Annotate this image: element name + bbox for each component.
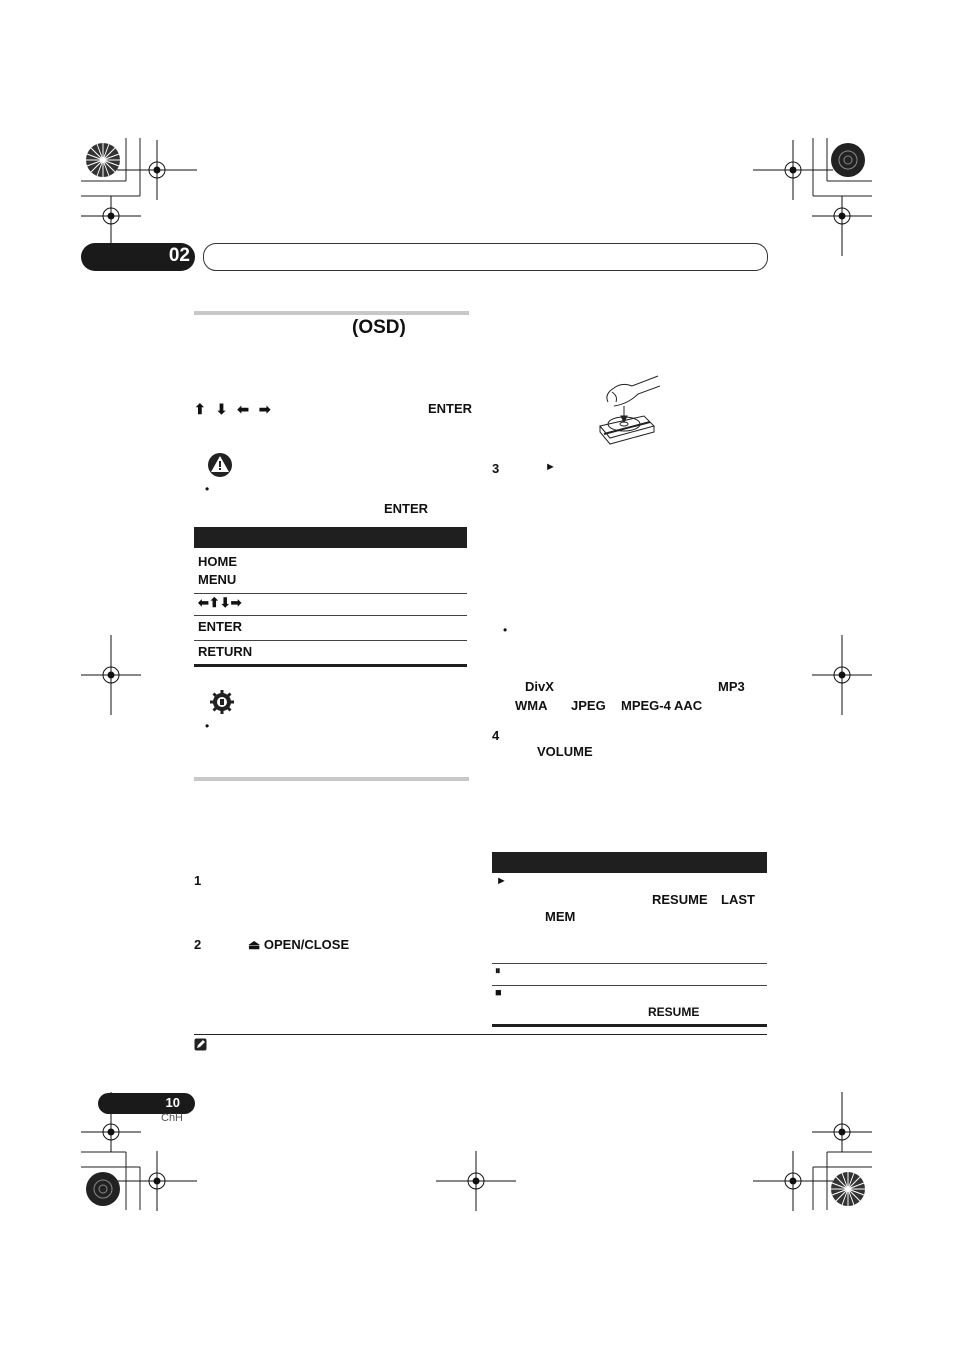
enter-key-label: ENTER (428, 401, 473, 416)
volume-label: VOLUME (537, 744, 593, 759)
format-divx: DivX (525, 679, 554, 694)
step-2-number: 2 (194, 937, 202, 952)
mem-label: MEM (545, 909, 576, 924)
step-4-number: 4 (492, 728, 500, 743)
page-number: 10 (165, 1095, 180, 1110)
table-pause-symbol: ⏸ (495, 965, 501, 977)
chapter-title-box (203, 243, 768, 271)
tip-icon (208, 688, 236, 716)
disc-loading-illustration (594, 372, 660, 450)
bullet: • (205, 482, 210, 496)
resume-label: RESUME (652, 892, 708, 907)
table-cell-home-menu: HOME MENU (198, 554, 237, 587)
format-mp3: MP3 (718, 679, 745, 694)
table-cell-return: RETURN (198, 644, 253, 659)
footnote-rule (194, 1034, 767, 1035)
section-rule (194, 777, 469, 781)
table-divider (194, 640, 467, 641)
section-heading-osd: (OSD) (352, 317, 406, 338)
step-1-number: 1 (194, 873, 202, 888)
open-close-button-label: ⏏ OPEN/CLOSE (248, 937, 350, 952)
important-enter-label: ENTER (384, 501, 429, 516)
play-symbol: ► (545, 461, 556, 473)
table-divider (194, 615, 467, 616)
table-cell-enter: ENTER (198, 619, 243, 634)
page-number-tab (98, 1093, 195, 1114)
table-stop-symbol: ■ (495, 987, 502, 999)
stop-resume-label: RESUME (648, 1005, 700, 1019)
chapter-number: 02 (168, 245, 190, 266)
table-cell-arrows: ⬅⬆⬇➡ (198, 595, 242, 610)
format-jpeg: JPEG (571, 698, 606, 713)
table-bottom-rule (194, 664, 467, 667)
table-divider (492, 985, 767, 986)
note-icon (194, 1038, 207, 1051)
bullet: • (503, 623, 508, 637)
language-code: ChH (161, 1112, 184, 1124)
format-aac: MPEG-4 AAC (621, 698, 703, 713)
table-divider (492, 963, 767, 964)
step-3-number: 3 (492, 461, 500, 476)
warning-icon (206, 452, 236, 478)
table-header (194, 527, 467, 548)
bullet: • (205, 719, 210, 733)
table-divider (194, 593, 467, 594)
nav-arrow-keys: ⬆ ⬇ ⬅ ➡ (194, 401, 274, 417)
table-header (492, 852, 767, 873)
format-wma: WMA (515, 698, 548, 713)
table-bottom-rule (492, 1024, 767, 1027)
last-label: LAST (721, 892, 755, 907)
table-play-symbol: ► (496, 875, 507, 887)
section-rule (194, 311, 469, 315)
